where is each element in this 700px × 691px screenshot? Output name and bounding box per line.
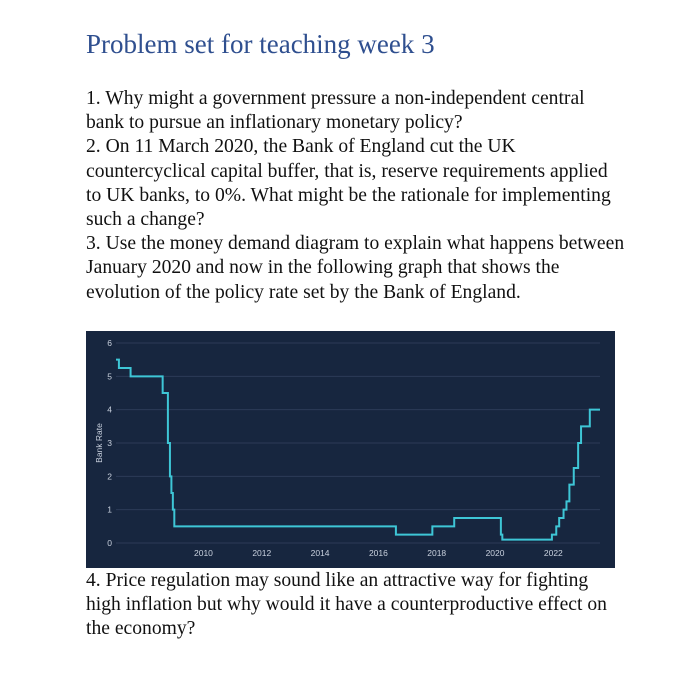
- y-tick-label-0: 0: [107, 538, 112, 548]
- bank-rate-chart: [86, 331, 615, 568]
- x-tick-label-2016: 2016: [368, 548, 388, 558]
- x-tick-label-2022: 2022: [543, 548, 563, 558]
- y-tick-label-5: 5: [107, 371, 112, 382]
- x-tick-label-2012: 2012: [252, 548, 272, 558]
- x-tick-label-2020: 2020: [485, 548, 505, 558]
- y-tick-label-1: 1: [107, 504, 112, 515]
- y-tick-label-2: 2: [107, 471, 112, 482]
- x-tick-label-2014: 2014: [310, 548, 330, 558]
- y-tick-label-6: 6: [107, 338, 112, 348]
- questions-block: [86, 87, 626, 305]
- x-tick-label-2010: 2010: [194, 548, 213, 558]
- y-axis-title: Bank Rate: [94, 423, 104, 463]
- bank-rate-series-line-0: [116, 360, 600, 540]
- bank-rate-chart-svg: [86, 331, 615, 568]
- x-tick-label-2018: 2018: [427, 548, 447, 558]
- question-3: 3. Use the money demand diagram to explain what happens between January 2020 and now in the following graph that shows the evolution of the policy rate set by the Bank of England.: [86, 233, 625, 303]
- question-2: 2. On 11 March 2020, the Bank of England cut the UK countercyclical capital buffer, that is, reserve requirements applied to UK banks, to 0%. What might be the rationale for implementing such a change?: [86, 136, 611, 231]
- question-4: 4. Price regulation may sound like an attractive way for fighting high inflation but why would it have a counterproductive effect on the economy?: [86, 570, 607, 640]
- y-tick-label-3: 3: [107, 438, 112, 448]
- y-tick-label-4: 4: [107, 404, 112, 415]
- question-1: 1. Why might a government pressure a non-independent central bank to pursue an inflationary monetary policy?: [86, 88, 585, 134]
- page-title: Problem set for teaching week 3: [86, 29, 435, 59]
